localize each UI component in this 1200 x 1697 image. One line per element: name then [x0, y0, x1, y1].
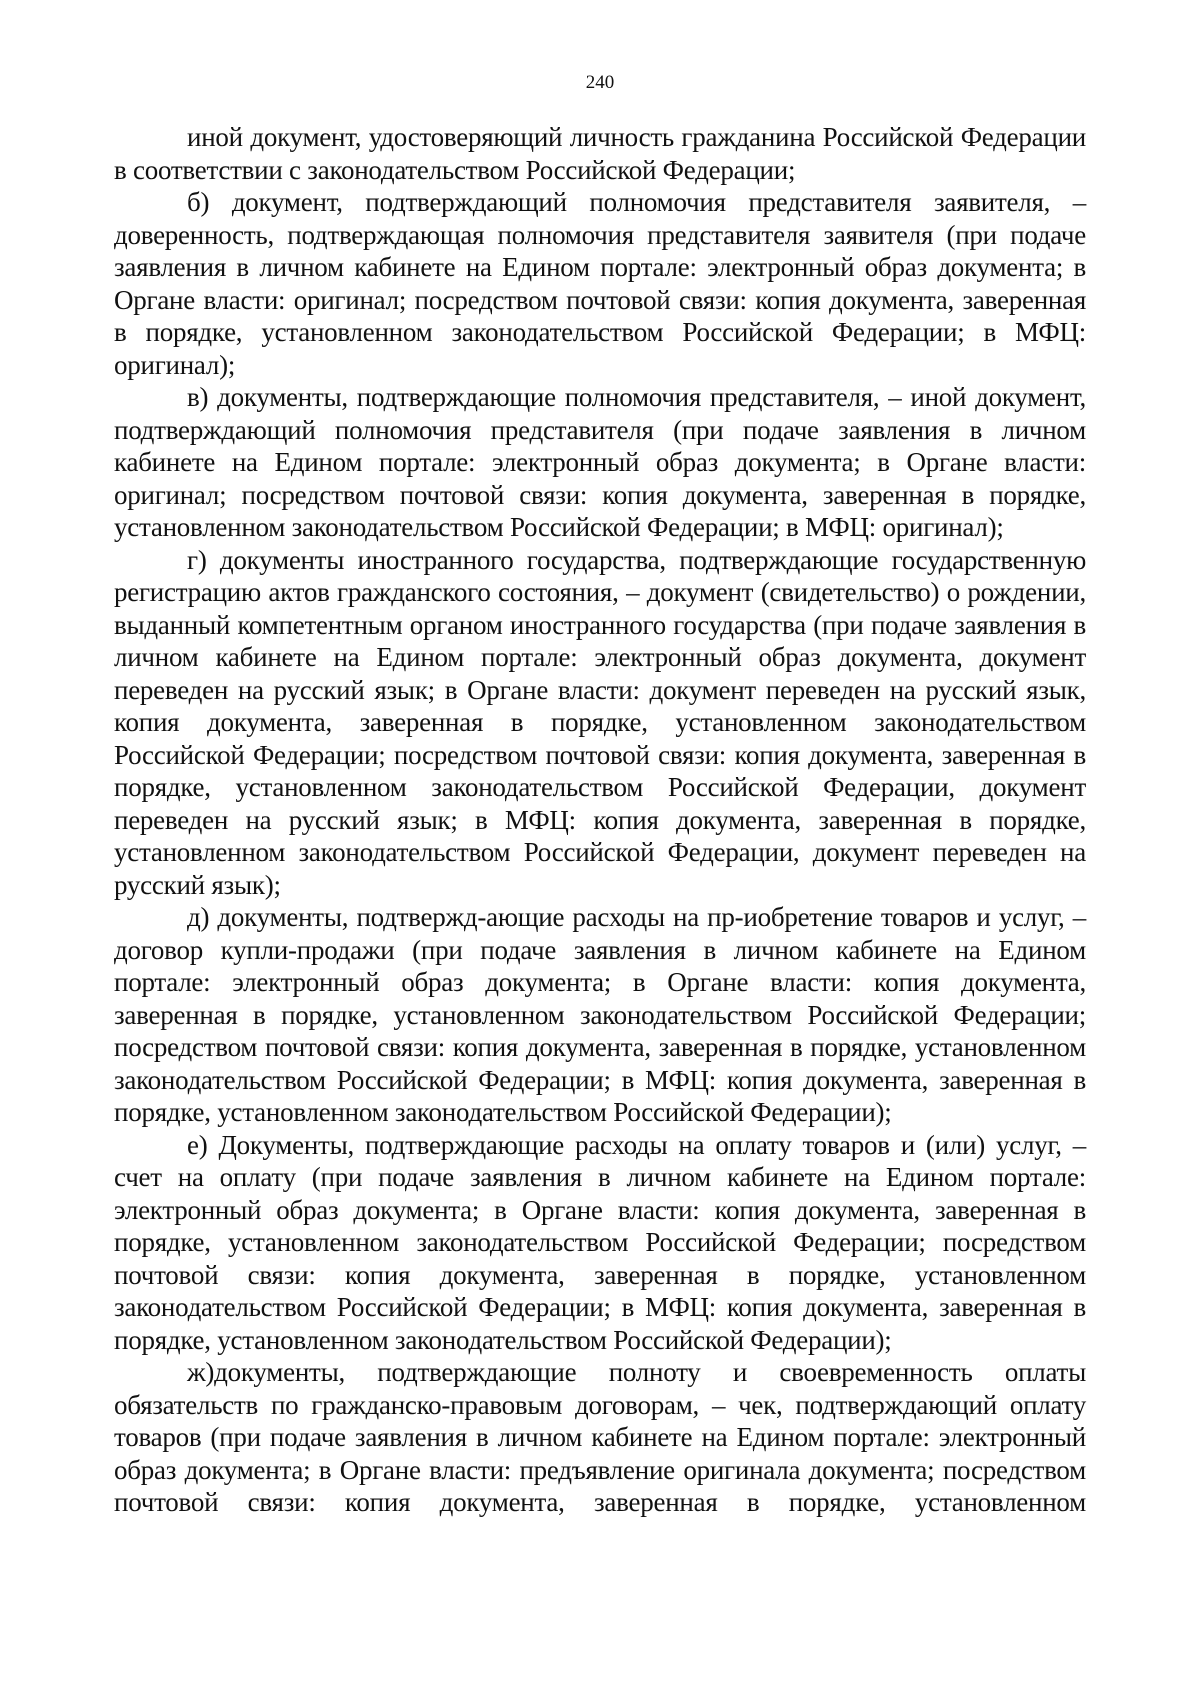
paragraph-b: б) документ, подтверждающий полномочия представителя заявителя, – доверенность, подтверждающая полномочия представителя заявителя (при подаче заявления в личном кабинете на Едином портале: электронный образ документа; в Органе власти: оригинал; посредством почтовой связи: копия документа, заверенная в порядке, установленном законодательством Российской Федерации; в МФЦ: оригинал); [114, 187, 1086, 380]
body-text [114, 121, 1086, 1519]
paragraph-zh: ж)документы, подтверждающие полноту и своевременность оплаты обязательств по гражданско-правовым договорам, – чек, подтверждающий оплату товаров (при подаче заявления в личном кабинете на Едином портале: электронный образ документа; в Органе власти: предъявление оригинала документа; посредством почтовой связи: копия документа, заверенная в порядке, установленном [114, 1357, 1086, 1517]
paragraph-v: в) документы, подтверждающие полномочия представителя, – иной документ, подтверждающий полномочия представителя (при подаче заявления в личном кабинете на Едином портале: электронный образ документа; в Органе власти: оригинал; посредством почтовой связи: копия документа, заверенная в порядке, установленном законодательством Российской Федерации; в МФЦ: оригинал); [114, 382, 1086, 542]
paragraph-e: е) Документы, подтверждающие расходы на оплату товаров и (или) услуг, – счет на оплату (при подаче заявления в личном кабинете на Едином портале: электронный образ документа; в Органе власти: копия документа, заверенная в порядке, установленном законодательством Российской Федерации; посредством почтовой связи: копия документа, заверенная в порядке, установленном законодательством Российской Федерации; в МФЦ: копия документа, заверенная в порядке, установленном законодательством Российской Федерации); [114, 1129, 1086, 1355]
paragraph-g: г) документы иностранного государства, подтверждающие государственную регистрацию актов гражданского состояния, – документ (свидетельство) о рождении, выданный компетентным органом иностранного государства (при подаче заявления в личном кабинете на Едином портале: электронный образ документа, документ переведен на русский язык; в Органе власти: документ переведен на русский язык, копия документа, заверенная в порядке, установленном законодательством Российской Федерации; посредством почтовой связи: копия документа, заверенная в порядке, установленном законодательством Российской Федерации, документ переведен на русский язык; в МФЦ: копия документа, заверенная в порядке, установленном законодательством Российской Федерации, документ переведен на русский язык); [114, 544, 1086, 900]
paragraph-continuation: иной документ, удостоверяющий личность гражданина Российской Федерации в соответствии с законодательством Российской Федерации; [114, 122, 1086, 185]
page-number: 240 [585, 72, 615, 93]
paragraph-d: д) документы, подтвержд-ающие расходы на пр-иобретение товаров и услуг, – договор купли-продажи (при подаче заявления в личном кабинете на Едином портале: электронный образ документа; в Органе власти: копия документа, заверенная в порядке, установленном законодательством Российской Федерации; посредством почтовой связи: копия документа, заверенная в порядке, установленном законодательством Российской Федерации; в МФЦ: копия документа, заверенная в порядке, установленном законодательством Российской Федерации); [114, 902, 1086, 1127]
